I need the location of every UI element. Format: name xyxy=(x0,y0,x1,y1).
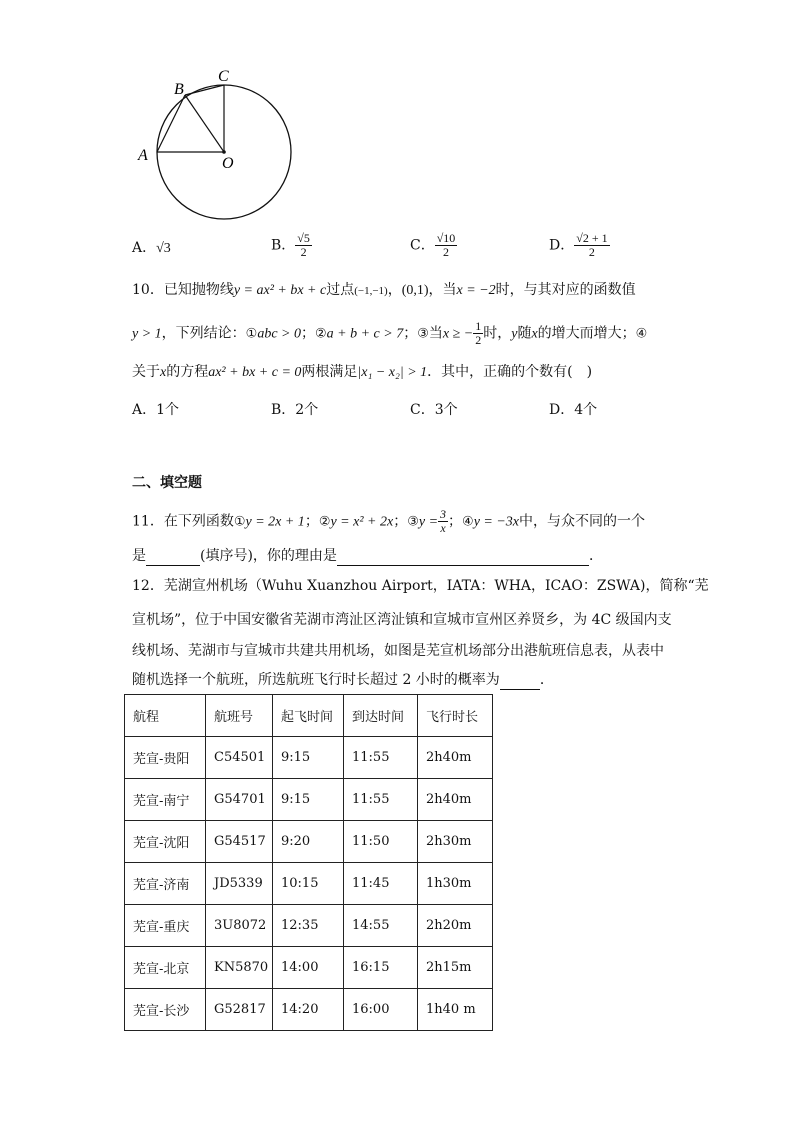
table-header-cell: 飞行时长 xyxy=(418,695,493,737)
q11-line-1: 11．在下列函数①y = 2x + 1；②y = x² + 2x；③y = $\frac{3}{x}$ ；④y = −3x中，与众不同的一个 xyxy=(132,507,646,536)
table-cell: 14:20 xyxy=(273,989,344,1031)
table-cell: 2h40m xyxy=(418,737,493,779)
table-cell: 2h40m xyxy=(418,779,493,821)
label-b: B xyxy=(174,81,184,98)
table-cell: 芜宣-重庆 xyxy=(125,905,206,947)
table-row xyxy=(125,821,493,863)
table-cell: 2h20m xyxy=(418,905,493,947)
table-cell: 14:00 xyxy=(273,947,344,989)
table-cell: JD5339 xyxy=(206,863,273,905)
table-cell: 9:15 xyxy=(273,737,344,779)
q10-option-b[interactable]: B．2个 xyxy=(271,402,319,418)
table-cell: 芜宣-北京 xyxy=(125,947,206,989)
center-dot xyxy=(222,150,226,154)
table-row xyxy=(125,779,493,821)
label-a: A xyxy=(138,147,148,164)
table-cell: 12:35 xyxy=(273,905,344,947)
table-cell: 16:15 xyxy=(344,947,418,989)
table-cell: 11:50 xyxy=(344,821,418,863)
table-cell: 芜宣-贵阳 xyxy=(125,737,206,779)
table-cell: 2h15m xyxy=(418,947,493,989)
q11-line-2: 是 (填序号)，你的理由是 ． xyxy=(132,548,603,564)
circle-figure xyxy=(130,60,300,225)
segment-bc xyxy=(185,85,224,95)
q9-option-d[interactable]: D． $\frac{√2 + 1}{2}$ xyxy=(549,231,608,260)
segment-bo xyxy=(185,95,224,152)
answer-blank-1[interactable] xyxy=(146,549,200,566)
section-title: 二、填空题 xyxy=(132,475,202,491)
table-header-cell: 航班号 xyxy=(206,695,273,737)
q10-option-c[interactable]: C．3个 xyxy=(410,402,458,418)
table-cell: KN5870 xyxy=(206,947,273,989)
table-row xyxy=(125,947,493,989)
table-header-row xyxy=(125,695,493,737)
segment-ab xyxy=(157,95,185,152)
q10-option-d[interactable]: D．4个 xyxy=(549,402,598,418)
table-cell: 9:20 xyxy=(273,821,344,863)
q10-line-2: y > 1，下列结论：①abc > 0；②a + b + c > 7；③当x ≥ − $\frac{1}{2}$ 时，y随x的增大而增大；④ xyxy=(132,319,648,348)
q10-option-a[interactable]: A．1个 xyxy=(132,402,180,418)
table-header-cell: 到达时间 xyxy=(344,695,418,737)
table-cell: 9:15 xyxy=(273,779,344,821)
table-cell: 3U8072 xyxy=(206,905,273,947)
table-cell: 1h30m xyxy=(418,863,493,905)
table-cell: 芜宣-济南 xyxy=(125,863,206,905)
table-cell: 10:15 xyxy=(273,863,344,905)
table-cell: 1h40 m xyxy=(418,989,493,1031)
answer-blank-3[interactable] xyxy=(500,673,540,690)
q9-option-c[interactable]: C． $\frac{√10}{2}$ xyxy=(410,231,456,260)
answer-blank-2[interactable] xyxy=(337,549,589,566)
q9-option-a[interactable]: A．√3 xyxy=(132,240,171,256)
table-header-cell: 起飞时间 xyxy=(273,695,344,737)
q12-line-1: 12．芜湖宣州机场（Wuhu Xuanzhou Airport，IATA：WHA，ICAO：ZSWA)，简称“芜 xyxy=(132,578,709,594)
q10-line-1: 10．已知抛物线y = ax² + bx + c过点(−1,−1)，(0,1)，当x = −2时，与其对应的函数值 xyxy=(132,282,636,298)
q10-line-3: 关于x的方程ax² + bx + c = 0两根满足|x₁ − x₂| > 1．其中，正确的个数有( ) xyxy=(132,364,593,380)
flight-table xyxy=(124,694,493,1031)
table-row xyxy=(125,737,493,779)
table-cell: 11:55 xyxy=(344,779,418,821)
table-cell: 11:55 xyxy=(344,737,418,779)
q9-option-b[interactable]: B． $\frac{√5}{2}$ xyxy=(271,231,310,260)
table-cell: 11:45 xyxy=(344,863,418,905)
q12-line-3: 线机场、芜湖市与宣城市共建共用机场，如图是芜宣机场部分出港航班信息表，从表中 xyxy=(132,643,664,659)
q12-line-2: 宣机场”，位于中国安徽省芜湖市湾沚区湾沚镇和宣城市宣州区养贤乡，为 4C 级国内支 xyxy=(132,612,672,628)
table-cell: G54517 xyxy=(206,821,273,863)
option-a-expr: √3 xyxy=(156,241,171,256)
table-cell: G52817 xyxy=(206,989,273,1031)
q12-line-4: 随机选择一个航班，所选航班飞行时长超过 2 小时的概率为 ． xyxy=(132,672,554,688)
table-cell: C54501 xyxy=(206,737,273,779)
table-row xyxy=(125,989,493,1031)
label-o: O xyxy=(222,155,234,172)
table-cell: 14:55 xyxy=(344,905,418,947)
table-cell: 芜宣-南宁 xyxy=(125,779,206,821)
table-header-cell: 航程 xyxy=(125,695,206,737)
table-row xyxy=(125,863,493,905)
table-row xyxy=(125,905,493,947)
table-cell: 2h30m xyxy=(418,821,493,863)
table-cell: 芜宣-沈阳 xyxy=(125,821,206,863)
table-cell: 16:00 xyxy=(344,989,418,1031)
label-c: C xyxy=(218,68,229,85)
table-cell: 芜宣-长沙 xyxy=(125,989,206,1031)
table-cell: G54701 xyxy=(206,779,273,821)
